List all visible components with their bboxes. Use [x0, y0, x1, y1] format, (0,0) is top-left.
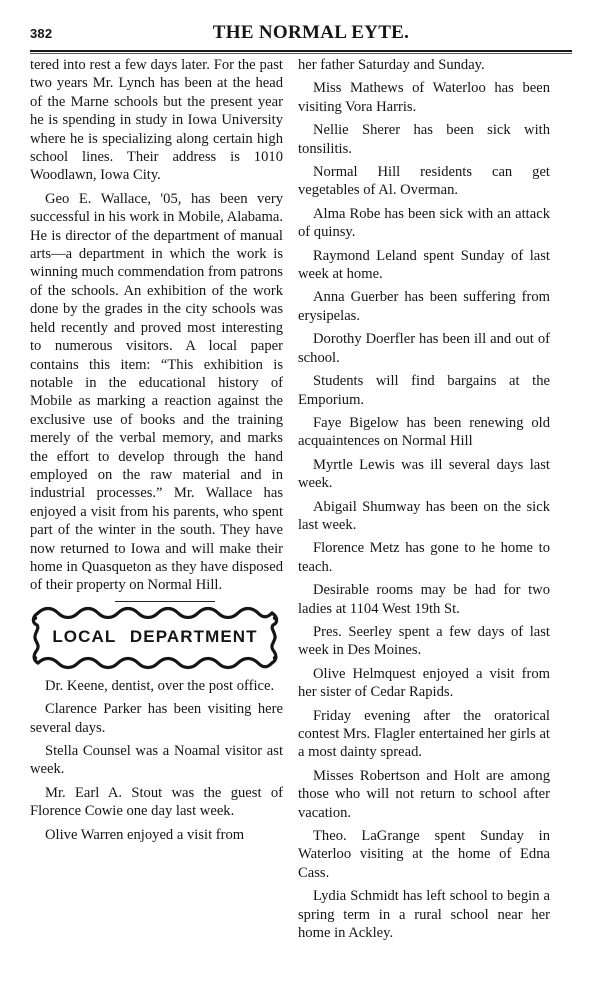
- local-item: her father Saturday and Sunday.: [298, 57, 485, 73]
- local-item: Nellie Sherer has been sick with tonsilitis.: [298, 122, 550, 157]
- local-department-title: LOCAL DEPARTMENT: [52, 626, 258, 646]
- local-item: Mr. Earl A. Stout was the guest of Florence Cowie one day last week.: [30, 784, 283, 820]
- journal-title: THE NORMAL EYTE.: [212, 22, 410, 43]
- local-item: Dorothy Doerfler has been ill and out of school.: [298, 331, 550, 366]
- local-item: Stella Counsel was a Noamal visitor ast week.: [30, 743, 283, 778]
- local-item: Abigail Shumway has been on the sick last week.: [298, 498, 550, 533]
- local-item: Myrtle Lewis was ill several days last week.: [298, 456, 550, 492]
- local-department-heading-box: [30, 605, 280, 671]
- article-paragraph-wallace: Geo E. Wallace, '05, has been very successful in his work in Mobile, Alabama. He is director of the department of manual arts—a department in which the work is winning much commendation from patrons of the schools. An exhibition of the work done by the grades in the city schools was held recently and proved most interesting to numerous visitors. A local paper contains this item: “This exhibition is notable in the educational history of Mobile as marking a reaction against the exclusive use of books and the training merely of the verbal memory, and marks the effort to develop through the hand employed on the raw material and in industrial processes.” Mr. Wallace has enjoyed a visit from his parents, who spent part of the winter in the south. They have now returned to Iowa and will make their home in Quasqueton as they have disposed of their property on Normal Hill.: [30, 190, 283, 594]
- right-column: [298, 56, 550, 947]
- local-item: Lydia Schmidt has left school to begin a spring term in a rural school near her home in Ackley.: [298, 888, 550, 942]
- local-item: Misses Robertson and Holt are among those who will not return to school after vacation.: [298, 767, 550, 821]
- local-item: Faye Bigelow has been renewing old acquaintences on Normal Hill: [298, 414, 550, 450]
- section-separator-rule: [115, 601, 215, 602]
- local-item: Normal Hill residents can get vegetables of Al. Overman.: [298, 164, 550, 199]
- local-item: Desirable rooms may be had for two ladies at 1104 West 19th St.: [298, 582, 550, 617]
- local-item: Raymond Leland spent Sunday of last week at home.: [298, 247, 550, 283]
- local-item: Florence Metz has gone to he home to teach.: [298, 540, 550, 575]
- page-header: [30, 22, 572, 46]
- local-item: Theo. LaGrange spent Sunday in Waterloo visiting at the home of Edna Cass.: [298, 828, 550, 881]
- local-item: Pres. Seerley spent a few days of last week in Des Moines.: [298, 623, 550, 659]
- local-item: Students will find bargains at the Emporium.: [298, 373, 550, 408]
- local-item: Alma Robe has been sick with an attack of quinsy.: [298, 205, 550, 241]
- page-number: 382: [30, 26, 53, 41]
- article-paragraph-lynch: tered into rest a few days later. For the past two years Mr. Lynch has been at the head of the Marne schools but the present year he is spending in study in Iowa University where he is specializing along certain high school lines. Their address is 1010 Woodlawn, Iowa City.: [30, 57, 283, 184]
- local-item: Anna Guerber has been suffering from erysipelas.: [298, 289, 550, 324]
- local-item: Clarence Parker has been visiting here several days.: [30, 701, 283, 736]
- local-item: Miss Mathews of Waterloo has been visiting Vora Harris.: [298, 80, 550, 115]
- local-item: Friday evening after the oratorical contest Mrs. Flagler entertained her girls at a most dainty spread.: [298, 707, 550, 761]
- local-item: Olive Warren enjoyed a visit from: [45, 826, 245, 843]
- header-double-rule: [30, 50, 572, 54]
- local-item: Dr. Keene, dentist, over the post office.: [45, 677, 275, 694]
- left-column: [30, 56, 283, 849]
- local-item: Olive Helmquest enjoyed a visit from her sister of Cedar Rapids.: [298, 665, 550, 701]
